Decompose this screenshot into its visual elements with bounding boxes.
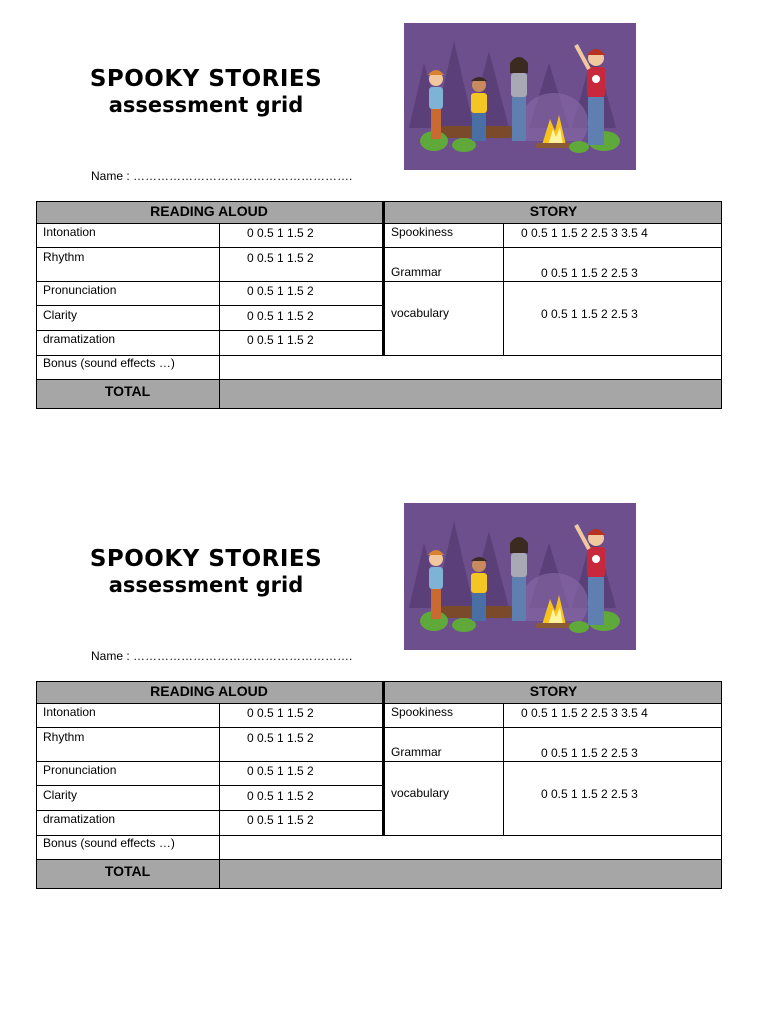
sheet-title: [70, 546, 342, 598]
score-options[interactable]: 0 0.5 1 1.5 2 2.5 3 3.5 4: [521, 226, 648, 240]
assessment-table: [36, 201, 722, 409]
bonus-label: Bonus (sound effects …): [43, 836, 175, 850]
student-name-field[interactable]: Name : ……………………………………………….: [91, 169, 353, 183]
score-options[interactable]: 0 0.5 1 1.5 2: [247, 309, 314, 323]
grid-line: [36, 681, 37, 889]
grid-line: [503, 703, 504, 836]
kids-campfire-scared-illustration: [404, 23, 636, 170]
grid-line: [721, 681, 722, 889]
title-line-2: assessment grid: [108, 573, 304, 597]
criterion-label: Grammar: [391, 745, 442, 759]
grid-line: [36, 785, 382, 786]
title-line-1: SPOOKY STORIES: [89, 546, 323, 572]
criterion-label: Spookiness: [391, 225, 454, 239]
reading-aloud-header: READING ALOUD: [36, 201, 382, 223]
title-line-1: SPOOKY STORIES: [89, 66, 323, 92]
score-options[interactable]: 0 0.5 1 1.5 2: [247, 789, 314, 803]
total-label: TOTAL: [36, 379, 219, 409]
grid-line: [36, 859, 722, 860]
criterion-label: vocabulary: [391, 786, 450, 800]
criterion-label: Clarity: [43, 788, 78, 802]
total-score-field[interactable]: [219, 859, 722, 889]
kids-campfire-scared-illustration: [404, 503, 636, 650]
criterion-label: Grammar: [391, 265, 442, 279]
grid-line: [36, 761, 722, 762]
grid-line: [36, 888, 722, 889]
score-options[interactable]: 0 0.5 1 1.5 2: [247, 226, 314, 240]
grid-divider: [382, 201, 385, 356]
grid-line: [36, 247, 382, 248]
grid-line: [36, 727, 382, 728]
grid-line: [219, 703, 220, 889]
criterion-label: Pronunciation: [43, 283, 117, 297]
grid-line: [36, 379, 722, 380]
score-options[interactable]: 0 0.5 1 1.5 2 2.5 3: [541, 307, 638, 321]
grid-line: [36, 201, 722, 202]
total-label: TOTAL: [36, 859, 219, 889]
score-options[interactable]: 0 0.5 1 1.5 2 2.5 3: [541, 787, 638, 801]
score-options[interactable]: 0 0.5 1 1.5 2: [247, 706, 314, 720]
criterion-label: Intonation: [43, 705, 96, 719]
grid-line: [36, 355, 722, 356]
grid-line: [36, 703, 722, 704]
bonus-label: Bonus (sound effects …): [43, 356, 175, 370]
criterion-label: Rhythm: [43, 730, 85, 744]
grid-line: [36, 681, 722, 682]
score-options[interactable]: 0 0.5 1 1.5 2: [247, 731, 314, 745]
grid-line: [36, 408, 722, 409]
grid-line: [36, 223, 722, 224]
criterion-label: Spookiness: [391, 705, 454, 719]
score-options[interactable]: 0 0.5 1 1.5 2 2.5 3 3.5 4: [521, 706, 648, 720]
title-line-2: assessment grid: [108, 93, 304, 117]
criterion-label: Rhythm: [43, 250, 85, 264]
story-header: STORY: [385, 681, 722, 703]
grid-line: [503, 223, 504, 356]
assessment-sheet: [0, 0, 768, 420]
score-options[interactable]: 0 0.5 1 1.5 2: [247, 284, 314, 298]
grid-line: [36, 305, 382, 306]
reading-aloud-header: READING ALOUD: [36, 681, 382, 703]
total-score-field[interactable]: [219, 379, 722, 409]
score-options[interactable]: 0 0.5 1 1.5 2: [247, 251, 314, 265]
criterion-label: Intonation: [43, 225, 96, 239]
grid-line: [219, 223, 220, 409]
grid-line: [36, 281, 722, 282]
score-options[interactable]: 0 0.5 1 1.5 2: [247, 333, 314, 347]
grid-divider: [382, 681, 385, 836]
assessment-sheet: [0, 480, 768, 900]
grid-line: [36, 835, 722, 836]
score-options[interactable]: 0 0.5 1 1.5 2: [247, 813, 314, 827]
grid-line: [385, 727, 722, 728]
score-options[interactable]: 0 0.5 1 1.5 2: [247, 764, 314, 778]
student-name-field[interactable]: Name : ……………………………………………….: [91, 649, 353, 663]
grid-line: [36, 201, 37, 409]
grid-line: [385, 247, 722, 248]
criterion-label: Clarity: [43, 308, 78, 322]
assessment-table: [36, 681, 722, 889]
criterion-label: dramatization: [43, 812, 116, 826]
score-options[interactable]: 0 0.5 1 1.5 2 2.5 3: [541, 746, 638, 760]
criterion-label: vocabulary: [391, 306, 450, 320]
criterion-label: dramatization: [43, 332, 116, 346]
criterion-label: Pronunciation: [43, 763, 117, 777]
grid-line: [36, 810, 382, 811]
story-header: STORY: [385, 201, 722, 223]
grid-line: [36, 330, 382, 331]
sheet-title: [70, 66, 342, 118]
grid-line: [721, 201, 722, 409]
score-options[interactable]: 0 0.5 1 1.5 2 2.5 3: [541, 266, 638, 280]
